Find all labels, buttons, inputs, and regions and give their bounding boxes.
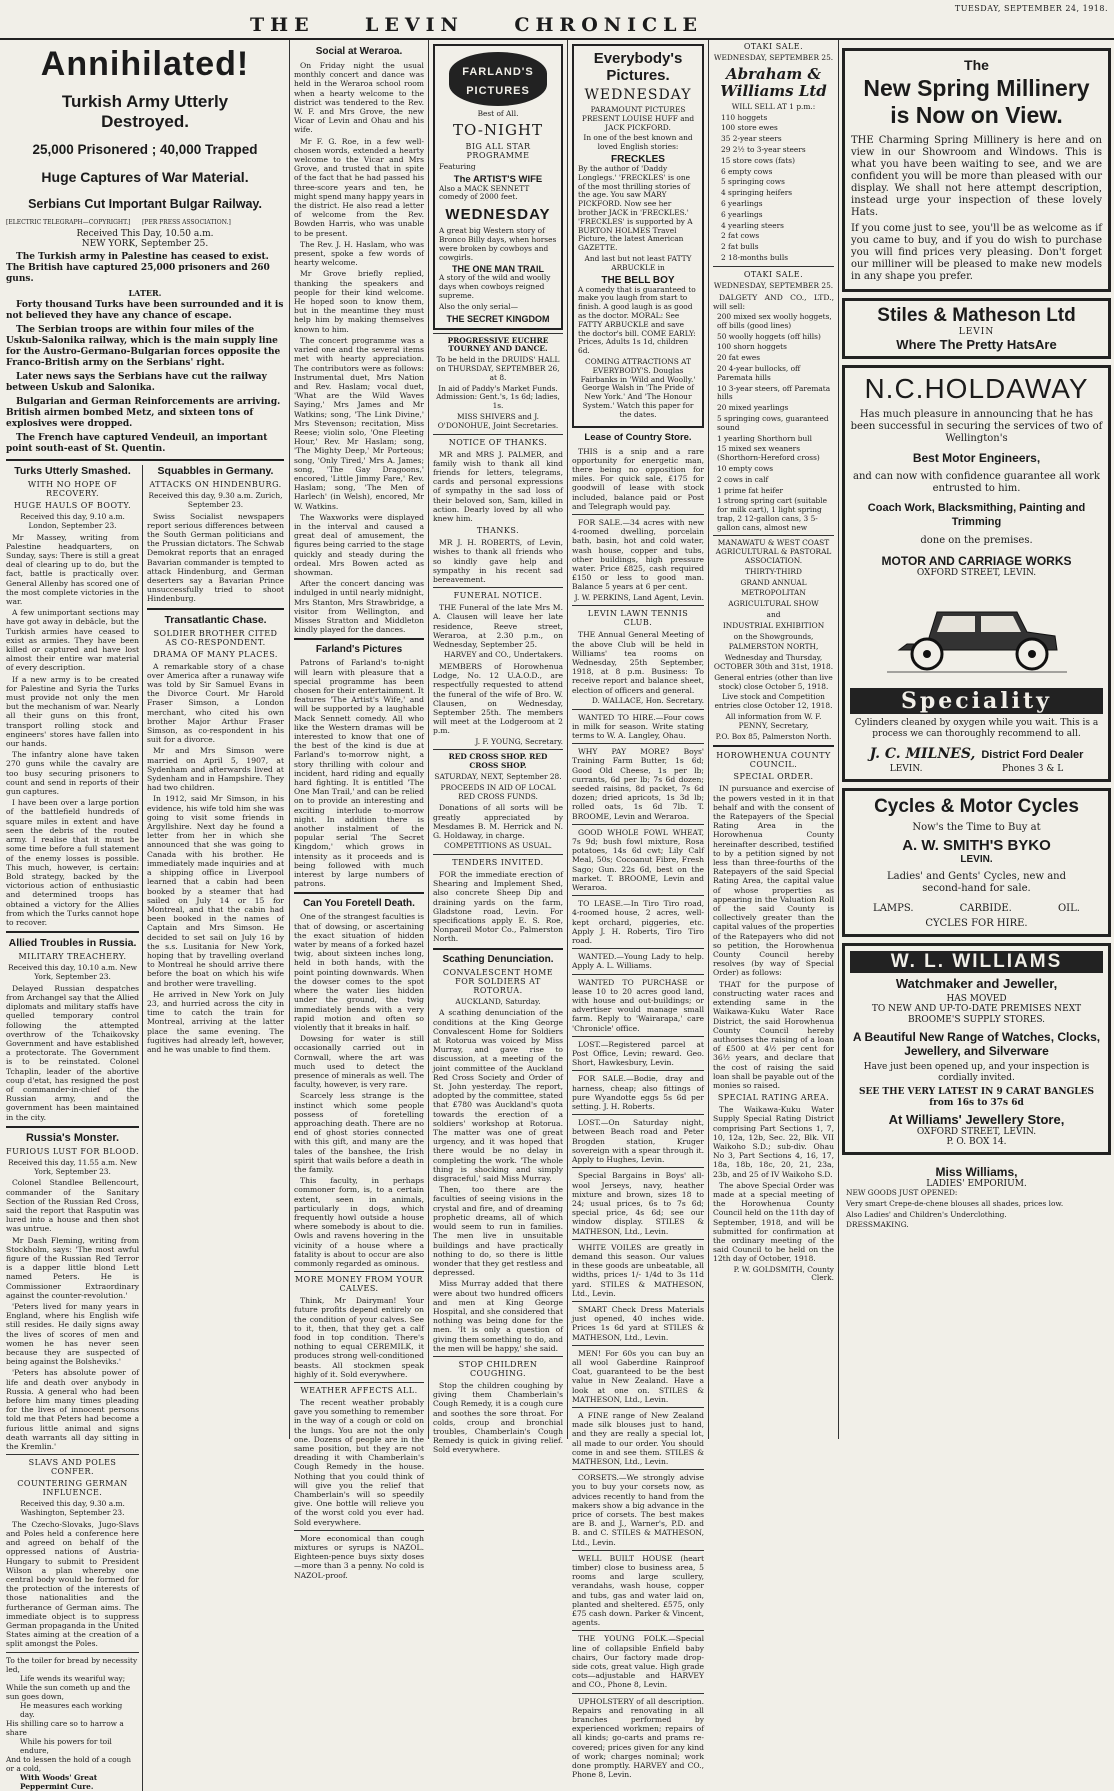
otaki-sale-1-heading: OTAKI SALE. xyxy=(743,42,804,51)
redcross-heading: RED CROSS SHOP. RED CROSS SHOP. xyxy=(448,752,548,771)
social-heading: Social at Weraroa. xyxy=(315,46,403,57)
ag-dates: Wednesday and Thursday, OCTOBER 30th and 31st, 1918. xyxy=(713,653,834,672)
stiles-tag: Where The Pretty HatsAre xyxy=(896,337,1057,352)
sale-item: 29 2½ to 3-year steers xyxy=(721,144,806,154)
subhead-2: 25,000 Prisonered ; 40,000 Trapped xyxy=(32,142,258,157)
emporium-ad xyxy=(842,1161,1111,1236)
holdaway-p3: and can now with confidence guarantee all work entrusted to him. xyxy=(853,471,1100,494)
sale-item: 20 mixed yearlings xyxy=(717,403,789,413)
special-rating-area: SPECIAL RATING AREA. xyxy=(717,1093,830,1103)
article-3-p1: A remarkable story of a chase over America after a runaway wife was told by Sir Samuel Evans in the Divorce Court. Mr Harold Fraser Simson, a London merchant, who cited his own brother Major Arthur Fraser Simson, as co-respondent in his suit for a divorce. xyxy=(147,661,284,745)
dateline: NEW YORK, September 25. xyxy=(81,239,209,249)
lodge-sign: J. F. YOUNG, Secretary. xyxy=(475,736,563,746)
lamps-label: LAMPS. xyxy=(873,903,914,914)
bell-boy: THE BELL BOY xyxy=(601,274,675,286)
wednesday: WEDNESDAY xyxy=(445,206,551,224)
funeral-heading: FUNERAL NOTICE. xyxy=(453,591,543,601)
poem-line: With Woods' Great Peppermint Cure. xyxy=(20,1772,98,1791)
ag-line: MANAWATU & WEST COAST AGRICULTURAL & PASTORAL ASSOCIATION. xyxy=(715,538,832,566)
foretell-p2: Dowsing for water is still occasionally carried out in Cornwall, where the art was much used to detect the presence of minerals as well. The faculty, however, is very rare. xyxy=(294,1034,424,1090)
abraham-williams: Abraham & Williams Ltd xyxy=(720,64,827,100)
article-5-heading: Russia's Monster. xyxy=(25,1131,120,1144)
article-3-sub: SOLDIER BROTHER CITED AS CO-RESPONDENT. xyxy=(153,628,278,647)
sale-item: 1 strong spring cart (suitable for milk cart), 1 light spring trap, 2 12-gallon cans, 3 5-gallon cans, almost new xyxy=(717,496,827,532)
classified-5: WANTED.—Young Lady to help. Apply A. L. Williams. xyxy=(572,952,704,971)
sale-item: 35 2-year steers xyxy=(721,134,782,144)
ford-dealer: District Ford Dealer xyxy=(981,749,1084,761)
sale-item: 10 3-year steers, off Paremata hills xyxy=(717,383,831,402)
featuring: Featuring xyxy=(439,161,476,171)
serial-label: Also the only serial— xyxy=(439,301,519,311)
ag-entries: General entries (other than live stock) close October 5, 1918. xyxy=(714,672,833,691)
stiles-ad xyxy=(842,298,1111,359)
lease-p: THIS is a snip and a rare opportunity for energetic man, there being no opposition for miles. For quick sale, £175 for goodwill of lease with stock included, balance paid or Post and Telegraph would pay. xyxy=(572,446,704,511)
ag-line: GRAND ANNUAL xyxy=(740,577,807,587)
poem-line: While his powers for toil endure, xyxy=(20,1736,112,1755)
scathing-sub: CONVALESCENT HOME FOR SOLDIERS AT ROTORUA. xyxy=(442,967,554,995)
classified-3: GOOD WHOLE FOWL WHEAT, 7s 9d; bush fowl mixture, Rosa potatoes, 14s 6d cwt; Lily Calf Meal, 50s; Cocoanut Fibre, Fresh Sago; Gun. 22s 6d, best on the market. T. BROOME, Levin and Weraroa. xyxy=(572,827,704,893)
article-3-p2: Mr and Mrs Simson were married on April 5, 1907, at Sydenham and afterwards lived at Sydenham and in Hampshire. They had two children. xyxy=(147,746,284,793)
sale-item: 2 cows in calf xyxy=(717,474,769,484)
holdaway-p4: Coach Work, Blacksmithing, Painting and Trimming xyxy=(867,502,1086,528)
weather-p: The recent weather probably gave you something to remember in the way of a cough or cold on the lungs. You are not the only one. Dozens of people are in the same position, but they are not dreading it with Chamberlain's Cough Remedy in the house. Nothing that you could think of will give you the relief that Chamberlain's will so speedily give. One bottle will relieve you of the worst cold you ever had. Sold everywhere. xyxy=(294,1398,424,1527)
article-3-p3: In 1912, said Mr Simson, in his evidence, his wife told him she was going to visit some friends in Argyllshire. Next day he found a letter from her in which she announced that she was going to Canada with his brother. He immediately made inquiries and at a shipping office in Liverpool learned that a cabin had been booked by a steamer that had sailed on July 14 or 15 for Montreal, and that the cabin had been booked in the names of Captain and Mrs Simson. He decided to set sail on July 16 by the s.s. Lusitania for New York, hoping that by travelling overland to Montreal he should arrive there before the boat on which his wife and brother were travelling. xyxy=(147,794,284,988)
holdaway-p2: Best Motor Engineers, xyxy=(912,451,1041,465)
ag-line: INDUSTRIAL EXHIBITION xyxy=(722,620,825,630)
article-4-heading: Allied Troubles in Russia. xyxy=(8,937,137,950)
millinery-p2: If you come just to see, you'll be as welcome as if you came to buy, and if you do wish to purchase you will find prices very pleasing. Don't forget our milliner will be pleased to make new models in any shape you prefer. xyxy=(851,223,1102,282)
masthead xyxy=(0,0,1114,40)
holdaway-p1: Has much pleasure in announcing that he has been successful in securing the services of two of Wellington's xyxy=(850,409,1103,444)
farlands-p: Patrons of Farland's to-night will learn with pleasure that a special programme has been chosen for their entertainment. It features 'The Artist's Wife,' and will be supported by a laughable Mack Sennett comedy. All who like the Western dramas will be interested to know that one of the best of the kind is due at Farland's to-morrow night, a story thrilling with colour and incident, hard riding and equally hard fighting. It is entitled 'The One Man Trail,' and can be relied on to provide an interesting and exciting interlude to-morrow night. In addition there is another instalment of the popular serial 'The Secret Kingdom,' which grows in intensity as it proceeds and is being followed with much interest by large numbers of patrons. xyxy=(294,658,424,889)
otaki-sale-2-date: WEDNESDAY, SEPTEMBER 25. xyxy=(713,280,834,290)
notice-thanks-p: MR and MRS J. PALMER, and family wish to thank all kind friends for letters, telegrams, cards and personal expressions of sympathy in the sad loss of their beloved son, Sam, killed in action. Dearly loved by all who knew him. xyxy=(433,449,563,523)
article-2-received: Received this day, 9.30 a.m. Zurich, September 23. xyxy=(148,491,283,509)
sale-item: 5 springing cows xyxy=(721,177,785,187)
emporium: LADIES' EMPORIUM. xyxy=(926,1179,1027,1189)
sale-item: 110 hoggets xyxy=(721,112,768,122)
classified-14: A FINE range of New Zealand made silk blouses just to hand, and they are really a special lot, all made to our order. You should come in and see them. STILES & MATHESON, Ltd., Levin. xyxy=(572,1410,704,1466)
column-3 xyxy=(429,40,567,1455)
euchre-p2: In aid of Paddy's Market Funds. Admission: Gent.'s, 1s 6d; ladies, 1s. xyxy=(436,383,560,411)
ag-line: THIRTY-THIRD xyxy=(745,566,802,576)
sale-1-list xyxy=(713,114,834,263)
sale-item: 20 fat ewes xyxy=(717,353,761,363)
sale-item: 1 yearling Shorthorn bull xyxy=(717,433,812,443)
coughing-p: Stop the children coughing by giving them Chamberlain's Cough Remedy, it is a cough cure and soothes the sore throat. For colds, croup and bronchial troubles, Chamberlain's Cough Remedy is quick in giving relief. Sold everywhere. xyxy=(433,1380,563,1455)
forsale-1: FOR SALE.—34 acres with new 4-roomed dwelling, porcelain bath, basin, hot and cold water, wash house, copper and tubs, other buildings, high pressure water. Price £825, cash required £150 or less to good man. Balance 5 years at 6 per cent. xyxy=(572,517,704,592)
article-1-p2: A few unimportant sections may have got away in debâcle, but the Turkish armies have ceased to exist as armies. They have been killed or captured and have lost almost their entire war material of every description. xyxy=(6,608,140,673)
social-p4: Mr Grove briefly replied, thanking the speakers and people for their kind welcome. He hoped soon to know them, but in the meantime they must help him by making themselves known to him. xyxy=(294,269,424,334)
foretell-heading: Can You Foretell Death. xyxy=(303,898,415,910)
classified-6: WANTED TO PURCHASE or lease 10 to 20 acres good land, with house and out-buildings; or advertiser would manage small farm. Reply to 'Wairarapa,' care 'Chronicle' office. xyxy=(572,977,704,1033)
sale-item: 100 store ewes xyxy=(721,123,778,133)
article-6-heading: SLAVS AND POLES CONFER. xyxy=(28,1458,117,1477)
film-3: THE SECRET KINGDOM xyxy=(446,313,550,324)
bulletin-4: Later news says the Serbians have cut the railway between Uskub and Salonika. xyxy=(6,372,267,393)
article-1-p1: Mr Massey, writing from Palestine headquarters, on Sunday, says: There is still a great deal of clearing up to do, but the fact, battle is practically over. General Allenby has scored one of the most complete victories in the war. xyxy=(6,532,140,607)
county-council: HOROWHENUA COUNTY COUNCIL. xyxy=(716,751,831,770)
cycles-buy: Now's the Time to Buy at xyxy=(912,822,1041,833)
film-2-desc2: A story of the wild and woolly days when cowboys reigned supreme. xyxy=(439,273,551,300)
allstar: BIG ALL STAR PROGRAMME xyxy=(465,141,531,160)
special-order: SPECIAL ORDER. xyxy=(733,772,814,782)
scathing-p3: Miss Murray added that there were about two hundred officers and men at King George Hospital, and she considered that nothing was being done for the men. 'It is only a question of giving them something to do, and the men will be happy,' she said. xyxy=(433,1279,563,1353)
milnes-name: J. C. MILNES, xyxy=(869,746,976,762)
sale-item: 15 mixed sex weaners (Shorthorn-Hereford cross) xyxy=(717,444,820,463)
sale-item: 1 prime fat heifer xyxy=(717,485,784,495)
millinery-ad xyxy=(842,48,1111,292)
column-6 xyxy=(839,40,1114,1439)
classified-4: TO LEASE.—In Tiro Tiro road, 4-roomed house, 2 acres, well-kept orchard, piggeries, etc. Apply J. H. Roberts, Tiro Tiro road. xyxy=(572,899,704,946)
article-1-p4: The infantry alone have taken 270 guns while the cavalry are too busy securing prisoners to count and send in reports of their gun captures. xyxy=(6,750,140,797)
tonight: TO-NIGHT xyxy=(452,120,544,139)
calves-p: Think, Mr Dairyman! Your future profits depend entirely on the condition of your calves. See to it, then, that they get a calf food in top condition. There's nothing to equal CEREMILK, it produces strong well-conditioned beasts. All stockmen speak highly of it. Sold everywhere. xyxy=(294,1296,424,1379)
poem-line: Life wends its weariful way; xyxy=(20,1673,126,1683)
cycles-p: Ladies' and Gents' Cycles, new and second-hand for sale. xyxy=(887,871,1066,894)
classified-12: SMART Check Dress Materials just opened, 40 inches wide. Prices 1s 6d yard at STILES & MATHESON, Ltd., Levin. xyxy=(572,1304,704,1342)
everybodys-ad xyxy=(572,44,704,428)
poem-line: His shilling care so to harrow a share xyxy=(6,1718,124,1737)
thanks-heading: THANKS. xyxy=(476,526,520,536)
article-1-heading: Turks Utterly Smashed. xyxy=(14,465,131,477)
coming: COMING ATTRACTIONS AT EVERYBODY'S. Douglas Fairbanks in 'Wild and Woolly.' George Walsh in 'The Pride of New York.' And 'The Honour System.' Watch this paper for the dates. xyxy=(580,356,696,419)
thanks-p: MR J. H. ROBERTS, of Levin, wishes to thank all friends who so kindly gave help and sympathy in his recent sad bereavement. xyxy=(433,538,563,584)
tenders-p: FOR the immediate erection of Shearing and Implement Shed, also concrete Sheep Dip and draining yards on the farm, Gladstone road, Levin. For specifications apply E. S. Roe, Nonpareil Motor Co., Palmerston North. xyxy=(433,870,563,944)
ag-show xyxy=(713,539,834,741)
social-p1: On Friday night the usual monthly concert and dance was held in the Weraroa school room when a hearty welcome to the district was tendered to the Rev. W. F. and Mrs Grove, the new Vicar of Levin and Ohau and his wife. xyxy=(294,61,424,135)
social-p6: The Waxworks were displayed in the interval and caused a great deal of amusement, the figures being carried to the stage quickly and steady during the ordeal. Mrs Bowen acted as showman. xyxy=(294,512,424,577)
stiles-levin: LEVIN xyxy=(958,327,995,337)
column-1 xyxy=(2,40,288,1791)
farlands-ad xyxy=(433,44,563,330)
emporium-new: NEW GOODS JUST OPENED: xyxy=(846,1188,958,1197)
bulletin-6: The French have captured Vendeuil, an important point south-east of St. Quentin. xyxy=(6,433,268,454)
classified-15: CORSETS.—We strongly advise you to buy your corsets now, as advices recently to hand from the makers show a big advance in the price of corsets. The best makes are B. and J., Warner's, P.D. and B. and C. STILES & MATHESON, Ltd., Levin. xyxy=(572,1473,704,1547)
tennis-heading: LEVIN LAWN TENNIS CLUB. xyxy=(587,609,689,628)
everybodys-wed: WEDNESDAY xyxy=(584,87,692,103)
euchre-heading: PROGRESSIVE EUCHRE TOURNEY AND DANCE. xyxy=(447,335,549,354)
article-2-sub: ATTACKS ON HINDENBURG. xyxy=(149,480,282,489)
film-1: The ARTIST'S WIFE xyxy=(453,173,543,185)
poem-line: He measures each working day. xyxy=(20,1700,123,1719)
subhead-4: Serbians Cut Important Bulgar Railway. xyxy=(28,197,262,211)
stiles-firm: Stiles & Matheson Ltd xyxy=(877,305,1076,326)
notice-thanks-heading: NOTICE OF THANKS. xyxy=(448,437,548,447)
poem-line: And to lessen the hold of a cough or a cold, xyxy=(6,1754,131,1773)
emporium-dress: DRESSMAKING. xyxy=(846,1220,909,1230)
article-5-received: Received this day, 11.55 a.m. New York, September 23. xyxy=(8,1157,137,1176)
sale-item: 6 yearlings xyxy=(721,209,763,219)
received: Received This Day, 10.50 a.m. xyxy=(76,229,214,239)
funeral-p: THE Funeral of the late Mrs M. A. Clausen will leave her late residence, Reeve street, Weraroa, at 2.30 p.m., on Wednesday, September 25. xyxy=(433,603,563,649)
sale-item: 6 empty cows xyxy=(721,166,773,176)
article-5-p3: 'Peters lived for many years in England, where his English wife still resides. He daily signs away the lives of scores of men and women he has never seen because they are suspected of being against the Bolsheviks.' xyxy=(6,1302,140,1367)
milnes-phones: Phones 3 & L xyxy=(1001,764,1064,774)
classified-7: LOST.—Registered parcel at Post Office, Levin; reward. Geo. Short, Hawkesbury, Levin. xyxy=(572,1039,704,1068)
paramount: PARAMOUNT PICTURES PRESENT LOUISE HUFF and JACK PICKFORD. xyxy=(581,105,695,132)
article-1-p5: I have been over a large portion of the battlefield hundreds of square miles in extent and have seen the debris of the routed army. I realise that it must be some time before a full statement of the enemy losses is possible. This much, however, is certain: Bold strategy, backed by the victorious action of enthusiastic and determined troops has obtained a victory for the Allies from which the Turks cannot hope to recover. xyxy=(6,798,140,927)
cycles-hire: CYCLES FOR HIRE. xyxy=(925,918,1028,929)
oil-label: OIL. xyxy=(1057,903,1080,914)
emporium-blouses: Very smart Crepe-de-chene blouses all shades, prices low. xyxy=(846,1198,1064,1208)
social-p3: The Rev. J. H. Haslam, who was present, spoke a few words of hearty welcome. xyxy=(294,239,424,268)
masthead-date: TUESDAY, SEPTEMBER 24, 1918. xyxy=(954,4,1108,13)
poem-line: To the toiler for bread by necessity led, xyxy=(6,1655,138,1674)
article-1-p3: If a new army is to be created for Palestine and Syria the Turks must provide not only the men but the mechanism of war. Nearly all their guns on this front, transport rolling stock and engineers' stores have fallen into our hands. xyxy=(6,674,140,749)
film-2-desc: A great big Western story of Bronco Billy days, when horses were broken by cowboys and cowgirls. xyxy=(439,226,557,262)
poem-line: While the sun cometh up and the sun goes down, xyxy=(6,1682,131,1701)
ag-line: PALMERSTON NORTH, xyxy=(728,642,819,652)
ag-info: All information from W. F. PENNY, Secretary, xyxy=(725,712,822,730)
foretell-p4: This faculty, in perhaps commoner form, is, to a certain extent, seen in animals, particularly in dogs, which frequently howl outside a house where somebody is about to die. Owls and ravens hovering in the vicinity of a house where a fatality is about to occur are also commonly regarded as ominous. xyxy=(294,1176,424,1268)
farlands-logo xyxy=(449,52,547,106)
article-5-p2: Mr Dash Fleming, writing from Stockholm, says: 'The most awful figure of the Russian Red Terror is a dapper little blond Lett named Peters. He is Commissioner Extraordinary against the counter-revolution.' xyxy=(6,1235,140,1300)
williams-range: A Beautiful New Range of Watches, Clocks, Jewellery, and Silverware xyxy=(852,1030,1101,1058)
freckles-desc: By the author of 'Daddy Longlegs.' 'FRECKLES' is one of the most thrilling stories of the age. You saw MARY PICKFORD. Now see her brother JACK in 'FRECKLES.' 'FRECKLES' is supported by A BURTON HOLMES Travel Picture, the latest American GAZETTE. xyxy=(578,163,693,253)
otaki-sale-1-date: WEDNESDAY, SEPTEMBER 25. xyxy=(713,53,834,62)
holdaway-works: MOTOR AND CARRIAGE WORKS xyxy=(881,554,1072,568)
ag-line: AGRICULTURAL SHOW xyxy=(728,599,819,609)
article-6-sub: COUNTERING GERMAN INFLUENCE. xyxy=(17,1479,128,1498)
sale-item: 15 store cows (fats) xyxy=(721,155,795,165)
sale-item: 5 springing cows, guaranteed sound xyxy=(717,413,829,432)
classified-2: WHY PAY MORE? Boys' Training Farm Butter, 1s 6d; Good Old Cheese, 1s per lb; currants, 6d per lb; 7s 6d dozen; seeded raisins, 8d packet, 7s 6d dozen; dried apricots, 1s 3d lb; rolled oats, 1s 6d 7lb. T. BROOME, Levin and Weraroa. xyxy=(572,747,704,821)
speciality: Speciality xyxy=(850,688,1103,714)
ford-car-illustration xyxy=(877,584,1077,684)
classified-16: WELL BUILT HOUSE (heart timber) close to business area, 5 rooms and large scullery, verandahs, wash house, copper and tubs, gas and water laid on, planted and sheltered. £575, only £75 cash down. Parker & Vincent, agents. xyxy=(572,1553,704,1628)
cycles-levin: LEVIN. xyxy=(960,854,993,865)
williams-moved: HAS MOVED xyxy=(946,994,1007,1004)
classified-18: UPHOLSTERY of all description. Repairs and renovating in all branches performed by experienced workmen; repairs of all kinds; go-carts and prams re-covered; prices given for any kind of work; charges nominal; work done promptly. HARVEY and CO., Phone 8, Levin. xyxy=(572,1696,704,1780)
ag-line: on the Showgrounds, xyxy=(733,631,814,641)
later-label: LATER. xyxy=(128,288,162,298)
article-5-p4: 'Peters has absolute power of life and death over anybody in Russia. A general who had been before him many times pleading for the lives of innocent persons told me that Peters had become a furious little animal and signs death warrants all day sitting in the Kremlin.' xyxy=(6,1368,140,1452)
williams-ad xyxy=(842,943,1111,1155)
special-order-p4: The above Special Order was made at a special meeting of the Horowhenua County Council held on the 11th day of September, 1918, and will be submitted for confirmation at the ordinary meeting of the said Council to be held on the 12th day of October, 1918. xyxy=(713,1180,834,1264)
column-4 xyxy=(568,40,708,1780)
classified-13: MEN! For 60s you can buy an all wool Gaberdine Rainproof Coat, guaranteed to be the best value in New Zealand. Have a look at one on. STILES & MATHESON, Ltd., Levin. xyxy=(572,1348,704,1404)
holdaway-ad xyxy=(842,365,1111,782)
holdaway-p5: done on the premises. xyxy=(920,535,1033,546)
scathing-p1: A scathing denunciation of the conditions at the King George Convalescent Home for Soldiers at Rotorua was voiced by Miss Murray, and gave rise to discussion, at a meeting of the joint committee of the Auckland Red Cross Society and Order of St. John yesterday. The report, adopted by the committee, stated that £780 was Auckland's quota towards the erection of a soldiers' workshop at Rotorua. The matter was one of great urgency, and it was hoped that there would be no delay in completing the work. 'The whole thing is shocking and simply disgraceful,' said Miss Murray. xyxy=(433,1008,563,1184)
masthead-title: THE LEVIN CHRONICLE xyxy=(250,14,703,36)
scathing-dateline: AUCKLAND, Saturday. xyxy=(455,996,541,1006)
farlands-logo-text: FARLAND'S PICTURES xyxy=(462,66,534,97)
sale-item: 10 empty cows xyxy=(717,463,774,473)
euchre-p1: To be held in the DRUIDS' HALL on THURSDAY, SEPTEMBER 26, at 8. xyxy=(436,355,560,382)
foretell-p3: Scarcely less strange is the instinct which some people possess of foretelling approaching death. There are no end of ghost stories connected with this gift, and many are the tales of the banshee, the Irish spirit that wails before a death in the family. xyxy=(294,1091,424,1174)
social-p2: Mr F. G. Roe, in a few well-chosen words, extended a hearty welcome to the Vicar and Mrs Grove, and trusted that in spite of the fact that he had passed his three-score years and ten, he might spend many happy years in the district. He also read a letter of welcome from the Rev. Bowden Harris, who was unable to be present. xyxy=(294,136,425,238)
williams-store: At Williams' Jewellery Store, xyxy=(888,1112,1065,1127)
foretell-p1: One of the strangest faculties is that of dowsing, or ascertaining the exact situation of hidden water by means of a forked hazel twig, about sixteen inches long, held in both hands, with the point pointing downwards. When the dowser comes to the spot where the water lies hidden under the ground, the twig immediately bends with a very rapid motion and often so violently that it breaks in half. xyxy=(294,912,424,1032)
williams-bangles: SEE THE VERY LATEST IN 9 CARAT BANGLES from 16s to 37s 6d xyxy=(859,1087,1094,1108)
article-6-received: Received this day, 9.30 a.m. Washington, September 23. xyxy=(20,1499,125,1518)
millinery-heading: New Spring Millinery is Now on View. xyxy=(863,75,1090,128)
bell-boy-desc: A comedy that is guaranteed to make you laugh from start to finish. A good laugh is as good as the doctor. MORAL: See FATTY ARBUCKLE and save the doctor's bill. COME EARLY: Prices, Adults 1s 1d, children 6d. xyxy=(578,284,696,356)
column-2 xyxy=(290,40,428,1580)
smith-byko: A. W. SMITH'S BYKO xyxy=(902,837,1051,854)
sale-2-list xyxy=(713,313,834,533)
holdaway-street: OXFORD STREET, LEVIN. xyxy=(916,568,1037,578)
sale-item: 50 woolly hoggets (off hills) xyxy=(717,331,821,341)
film-2: THE ONE MAN TRAIL xyxy=(452,264,544,275)
millinery-the: The xyxy=(964,57,989,73)
cycles-heading: Cycles & Motor Cycles xyxy=(874,796,1079,817)
ag-line: METROPOLITAN xyxy=(741,588,806,598)
article-3-sub2: DRAMA OF MANY PLACES. xyxy=(153,649,278,659)
article-1-sub2: HUGE HAULS OF BOOTY. xyxy=(13,501,132,510)
county-clerk: P. W. GOLDSMITH, County Clerk. xyxy=(733,1264,834,1283)
millinery-p1: THE Charming Spring Millinery is here and on view in our Showroom and Windows. This is what you have been waiting to see, and we are confident you will be more than pleased with our display. We shall not here attempt description, instead urge your inspection of these lovely Hats. xyxy=(851,135,1102,218)
bulletin-3: The Serbian troops are within four miles of the Uskub-Salonika railway, which is the main supply line for the Austro-Germano-Bulgarian forces opposite the Franco-British army on the Serbians' right. xyxy=(6,325,281,368)
everybodys-title: Everybody's Pictures. xyxy=(593,50,683,84)
bulletin-5: Bulgarian and German Reinforcements are arriving. British airmen bombed Metz, and sixteen tons of explosives were dropped. xyxy=(6,397,281,429)
article-2-heading: Squabbles in Germany. xyxy=(157,465,274,477)
bulletin-1: The Turkish army in Palestine has ceased to exist. The British have captured 25,000 prisoners and 260 guns. xyxy=(6,252,270,284)
article-2-p: Swiss Socialist newspapers report serious differences between the South German politicians and the Prussian dictators. The Schwab Demokrat reports that an enraged Bavarian commander is tempted to attack Hindenburg, and German deserters say a Bavarian Prince unsuccessfully tried to shoot Hindenburg. xyxy=(147,511,284,604)
classified-17: THE YOUNG FOLK.—Special line of collapsible Enfield baby chairs, Our factory made drop-side cots, great value. High grade cots—adjustable and HARVEY and CO., Phone 8, Levin. xyxy=(572,1634,704,1690)
classified-8: FOR SALE.—Bodie, dray and harness, cheap; also fittings of pure Wyandotte eggs 5s 6d per setting. J. H. Roberts. xyxy=(572,1074,704,1112)
williams-street: OXFORD STREET, LEVIN. xyxy=(916,1127,1037,1137)
lodge-p: MEMBERS of Horowhenua Lodge, No. 12 U.A.O.D., are respectfully requested to attend the funeral of the wife of Bro. W. Clausen, on Wednesday, September 25th. The members will meet at the Lodgeroom at 2 p.m. xyxy=(433,661,563,736)
social-p5: The concert programme was a varied one and the several items met with hearty appreciation. The contributors were as follows: Instrumental duet, Mrs Nation and Rev. Haslam; vocal duet, 'What are the Wild Waves Saying,' Mrs James and Mr Watkins; song, 'The Link Divine,' Mrs Stevenson; recitation, Miss Reese; violin solo, 'One Fleeting Hour,' Rev. Mr Haslam; song, 'The Mighty Deep,' Mr Porteous; song, 'Only Tired,' Mrs A. James; song, 'The Gay Dragoons,' encored, 'Little Jimmy Fare,' Rev. Haslam; song, 'The Men of Harlech' (in Welsh), encored, Mr W. Watkins. xyxy=(294,335,424,511)
article-5-sub: FURIOUS LUST FOR BLOOD. xyxy=(6,1146,139,1156)
best-of-all: Best of All. xyxy=(477,109,519,118)
special-order-p3: The Waikawa-Kuku Water Supply Special Rating District comprising Part Sections 1, 7, 10, 12a, 12b, Sec. 22, Blk. VII Waikoho S.D.; sub-div. Ohau No 3, Part Sections 4, 16, 17, 18a, 18b, 18c, 20, 21, 23a, 23b, and 25 of IV Waikoho S.D. xyxy=(713,1105,834,1179)
weather-heading: WEATHER AFFECTS ALL. xyxy=(300,1386,418,1396)
farlands-heading: Farland's Pictures xyxy=(315,644,403,656)
calves-heading: MORE MONEY FROM YOUR CALVES. xyxy=(294,1275,424,1294)
article-1-received: Received this day, 9.10 a.m. London, September 23. xyxy=(20,512,125,530)
classified-9: LOST.—On Saturday night, between Beach road and Peter Brogden station, Kruger sovereign with a spear through it. Apply to Hughes, Levin. xyxy=(572,1118,704,1165)
freckles: FRECKLES xyxy=(611,153,665,165)
social-p7: After the concert dancing was indulged in until nearly midnight, Mrs Stanton, Mrs Strawbridge, a visitor from Wellington, and Misses Stratton and Middleton kindly played for the dances. xyxy=(294,579,424,635)
sale-item: 4 springing heifers xyxy=(721,188,793,198)
coughing-heading: STOP CHILDREN COUGHING. xyxy=(458,1359,538,1378)
classified-10: Special Bargains in Boys' all-wool Jerseys, navy, heather mixture and brown, sizes 18 to 24; usual prices, 6s to 7s 6d; special price, 4s 6d; see our window display. STILES & MATHESON, Ltd., Levin. xyxy=(572,1171,704,1236)
funeral-sign: HARVEY and CO., Undertakers. xyxy=(443,650,563,660)
dalgety: DALGETY AND CO., LTD., will sell: xyxy=(713,292,834,311)
cycles-ad xyxy=(842,788,1111,937)
article-4-p: Delayed Russian despatches from Archangel say that the Allied diplomats and military staffs have quelled temporary control following the attempted overthrow of the Tchaikovsky Government and have established a protectorate. The Government is to be reinstated. Colonel Tchaplin, leader of the abortive coup d'etat, has resigned the post of commander-in-chief of the Russian army, and the government has been maintained in the city. xyxy=(6,983,140,1122)
williams-inspection: Have just been opened up, and your inspection is cordially invited. xyxy=(863,1062,1090,1083)
ag-box: P.O. Box 85, Palmerston North. xyxy=(715,731,832,741)
article-5-p1: Colonel Standlee Bellencourt, commander of the Sanitary Section of the Russian Red Cross, said the report that Rasputin was lured into a house and then shot was untrue. xyxy=(6,1178,140,1234)
redcross-proceeds: PROCEEDS IN AID OF LOCAL RED CROSS FUNDS. xyxy=(440,782,556,801)
ag-line: and xyxy=(766,610,781,620)
scathing-p2: Then, too there are the faculties of seeing visions in the crystal and fire, and of dreaming prophetic dreams, all of which would seem to run in families. The men live in unsuitable buildings and have practically nothing to do, so there is little wonder that they get restless and depressed. xyxy=(433,1185,563,1278)
redcross-p: Donations of all sorts will be greatly appreciated by Mesdames B. M. Herrick and N. G. Holdaway, in charge. xyxy=(433,803,563,840)
article-4-received: Received this day, 10.10 a.m. New York, September 23. xyxy=(8,963,137,981)
euchre-p3: MISS SHIVERS and J. O'DONOHUE, Joint Secretaries. xyxy=(437,411,559,430)
film-1-desc: Also a MACK SENNETT comedy of 2000 feet. xyxy=(439,183,530,202)
miss-williams: Miss Williams, xyxy=(935,1165,1018,1179)
subhead-1: Turkish Army Utterly Destroyed. xyxy=(61,92,229,131)
williams-trade: Watchmaker and Jeweller, xyxy=(895,976,1058,991)
will-sell: WILL SELL AT 1 p.m.: xyxy=(731,101,816,111)
sale-item: 200 mixed sex woolly hoggets, off bills (good lines) xyxy=(717,311,832,330)
headline: Annihilated! xyxy=(40,45,250,83)
special-order-p1: IN pursuance and exercise of the powers vested in it in that behalf and with the consent of the Ratepayers of the Special Rating Area in the Horowhenua County hereinafter described, testified to by a petition signed by not less than three-fourths of the Ratepayers of the said Special Rating Area, the capital value of whose properties as appearing in the Valuation Roll of the said County is collectively greater than the capital values of the properties of the Ratepayers who did not so petition, the Horowhenua County Council hereby resolves (by way of Special Order) as follows: xyxy=(713,784,834,978)
ag-livestock: Live stock and Competition entries close October 12, 1918. xyxy=(714,692,833,711)
tenders-heading: TENDERS INVITED. xyxy=(452,858,544,867)
classified-1: WANTED TO HIRE.—Four cows in milk for season. Write stating terms to W. A. Langley, Ohau. xyxy=(572,712,704,740)
sale-item: 2 18-months bulls xyxy=(721,252,789,262)
otaki-sale-2-heading: OTAKI SALE. xyxy=(743,269,804,279)
forsale-1-sign: J. W. PERKINS, Land Agent, Levin. xyxy=(574,592,704,602)
sale-item: 2 fat bulls xyxy=(721,242,759,252)
sale-item: 2 fat cows xyxy=(721,231,760,241)
credit: [ELECTRIC TELEGRAPH—COPYRIGHT.] [PER PRESS ASSOCIATION.] xyxy=(6,219,231,226)
williams-box: P. O. BOX 14. xyxy=(946,1137,1007,1147)
article-3-p4: He arrived in New York on July 23, and hurried across the city in time to catch the train for Montreal, arriving at the latter place the same evening. The fugitives had already left, however, and he was unable to find them. xyxy=(147,989,284,1054)
paramount-2: In one of the best known and loved English stories: xyxy=(583,133,693,152)
bulletin-2: Forty thousand Turks have been surrounded and it is not believed they have any chance of escape. xyxy=(6,300,284,321)
article-4-sub: MILITARY TREACHERY. xyxy=(18,952,127,962)
williams-premises: TO NEW AND UP-TO-DATE PREMISES NEXT BROOME'S SUPPLY STORES. xyxy=(871,1004,1082,1025)
column-5 xyxy=(709,40,838,1439)
lease-heading: Lease of Country Store. xyxy=(584,431,692,443)
redcross-date: SATURDAY, NEXT, September 28. xyxy=(434,772,562,781)
sale-item: 6 yearlings xyxy=(721,198,763,208)
article-1-sub: WITH NO HOPE OF RECOVERY. xyxy=(27,480,118,498)
scathing-heading: Scathing Denunciation. xyxy=(442,953,554,965)
article-6-p: The Czecho-Slovaks, Jugo-Slavs and Poles held a conference here and agreed on behalf of the oppressed nations of Austria-Hungary to submit to President Wilson a plan whereby one central body would be formed for the protection of the interests of those nationalities and the furtherance of German aims. The immediate object is to suppress German propaganda in the United States aiming at the creation of a split amongst the Poles. xyxy=(6,1519,140,1649)
emporium-under: Also Ladies' and Children's Underclothing. xyxy=(846,1209,1007,1219)
classified-11: WHITE VOILES are greatly in demand this season. Our values in these goods are unbeatable, all widths, prices 1/- 1/4d to 3s 11d yard. STILES & MATHESON, Ltd., Levin. xyxy=(572,1242,704,1298)
williams-name: W. L. WILLIAMS xyxy=(850,951,1103,973)
poem-ad xyxy=(6,1656,139,1791)
nazol-p: More economical than cough mixtures or syrups is NAZOL. Eighteen-pence buys sixty doses—more than 3 a penny. No cold is NAZOL-proof. xyxy=(294,1533,424,1580)
subhead-3: Huge Captures of War Material. xyxy=(41,169,249,185)
fatty: And last but not least FATTY ARBUCKLE in xyxy=(584,253,692,272)
sale-item: 20 4-year bullocks, off Paremata hills xyxy=(717,363,801,382)
holdaway-name: N.C.HOLDAWAY xyxy=(864,373,1089,404)
tennis-sign: D. WALLACE, Hon. Secretary. xyxy=(591,695,704,705)
sale-item: 100 shorn hoggets xyxy=(717,342,787,352)
milnes-levin: LEVIN. xyxy=(889,764,923,774)
carbide-label: CARBIDE. xyxy=(959,903,1012,914)
article-3-heading: Transatlantic Chase. xyxy=(164,613,267,626)
speciality-p: Cylinders cleaned by oxygen while you wait. This is a process we can thoroughly recommend to all. xyxy=(854,718,1099,739)
special-order-p2: THAT for the purpose of constructing water races and extending same in the Waikawa-Kuku Water Race District, the said Horowhenua County Council hereby authorises the raising of a loan of £500 at 4½ per cent for 36½ years, and declare that the cost of raising the said loan shall be payable out of the monies so raised. xyxy=(713,979,834,1090)
sale-item: 4 yearling steers xyxy=(721,220,784,230)
tennis-p: THE Annual General Meeting of the above Club will be held in Williams' tea rooms on Wednesday, 25th September, 1918, at 8 p.m. Business: To receive report and balance sheet, election of officers and general. xyxy=(572,630,704,695)
redcross-comps: COMPETITIONS AS USUAL. xyxy=(444,841,552,851)
